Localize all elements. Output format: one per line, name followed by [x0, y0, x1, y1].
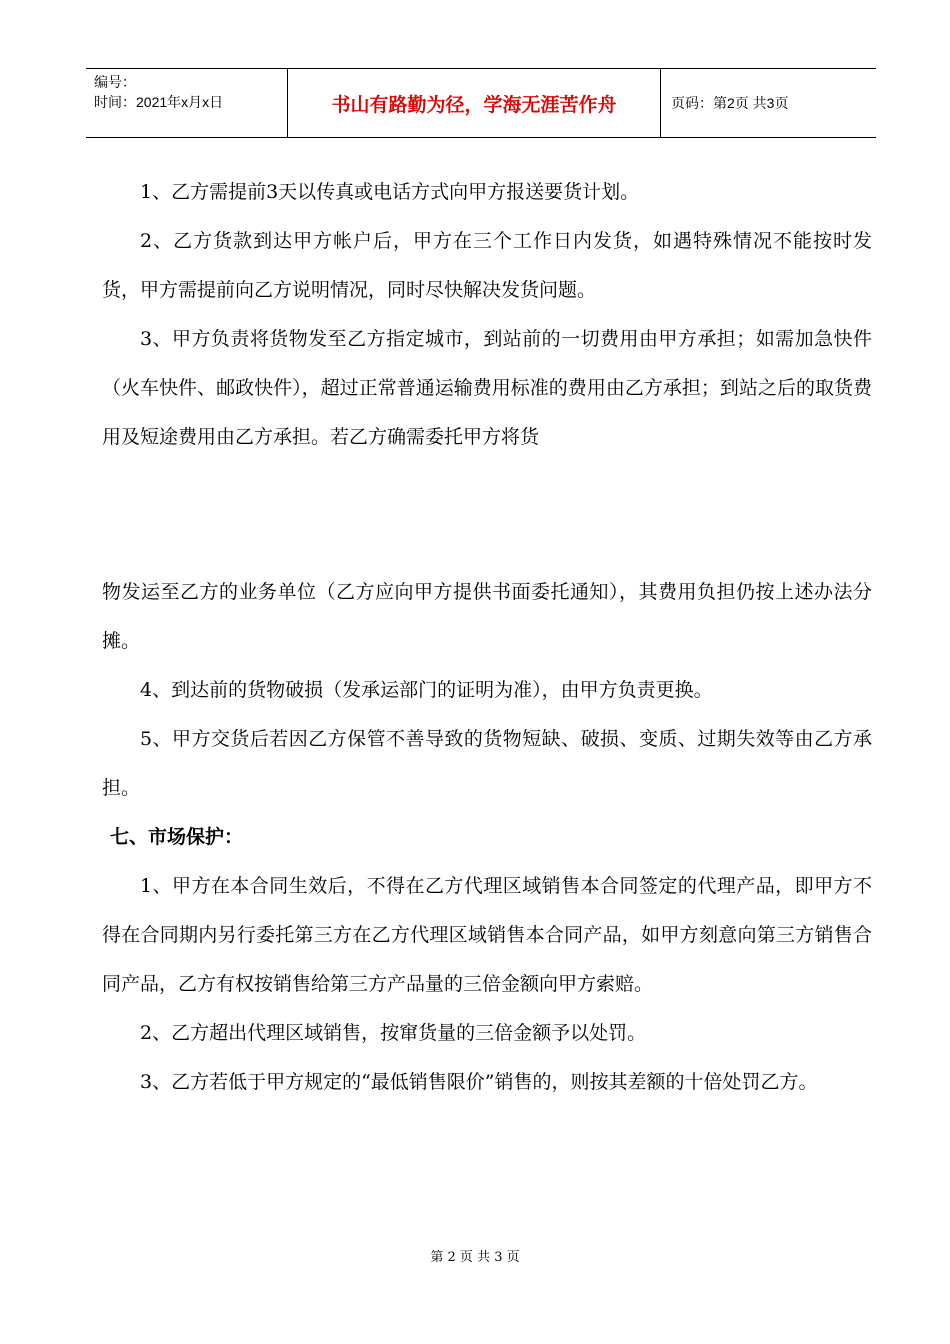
delivery-clause-3-continuation: 物发运至乙方的业务单位（乙方应向甲方提供书面委托通知），其费用负担仍按上述办法分摊。 — [102, 581, 872, 652]
page-header — [86, 68, 876, 138]
page-footer: 第 2 页 共 3 页 — [430, 1250, 520, 1265]
content-block-top — [102, 168, 872, 462]
delivery-clause-4: 4、到达前的货物破损（发承运部门的证明为准），由甲方负责更换。 — [140, 679, 713, 701]
delivery-clause-3: 3、甲方负责将货物发至乙方指定城市，到站前的一切费用由甲方承担；如需加急快件（火车快件、邮政快件），超过正常普通运输费用标准的费用由乙方承担；到站之后的取货费用及短途费用由乙方承担。若乙方确需委托甲方将货 — [102, 328, 872, 448]
market-protection-clause-2: 2、乙方超出代理区域销售，按窜货量的三倍金额予以处罚。 — [140, 1022, 647, 1044]
document-number-label: 编号： — [94, 74, 136, 90]
header-meta — [86, 69, 288, 137]
content-block-bottom — [102, 568, 872, 1107]
market-protection-clause-3: 3、乙方若低于甲方规定的“最低销售限价”销售的，则按其差额的十倍处罚乙方。 — [140, 1071, 818, 1093]
delivery-clause-5: 5、甲方交货后若因乙方保管不善导致的货物短缺、破损、变质、过期失效等由乙方承担。 — [102, 728, 872, 799]
section-7-title: 七、市场保护： — [110, 826, 244, 848]
header-page-number: 页码：第2页 共3页 — [671, 95, 789, 111]
document-time-label: 时间：2021年x月x日 — [94, 94, 224, 110]
market-protection-clause-1: 1、甲方在本合同生效后，不得在乙方代理区域销售本合同签定的代理产品，即甲方不得在合同期内另行委托第三方在乙方代理区域销售本合同产品，如甲方刻意向第三方销售合同产品，乙方有权按销售给第三方产品量的三倍金额向甲方索赔。 — [102, 875, 872, 995]
delivery-clause-2: 2、乙方货款到达甲方帐户后，甲方在三个工作日内发货，如遇特殊情况不能按时发货，甲方需提前向乙方说明情况，同时尽快解决发货问题。 — [102, 230, 872, 301]
delivery-clause-1: 1、乙方需提前3天以传真或电话方式向甲方报送要货计划。 — [140, 181, 640, 203]
header-motto: 书山有路勤为径，学海无涯苦作舟 — [288, 69, 661, 137]
